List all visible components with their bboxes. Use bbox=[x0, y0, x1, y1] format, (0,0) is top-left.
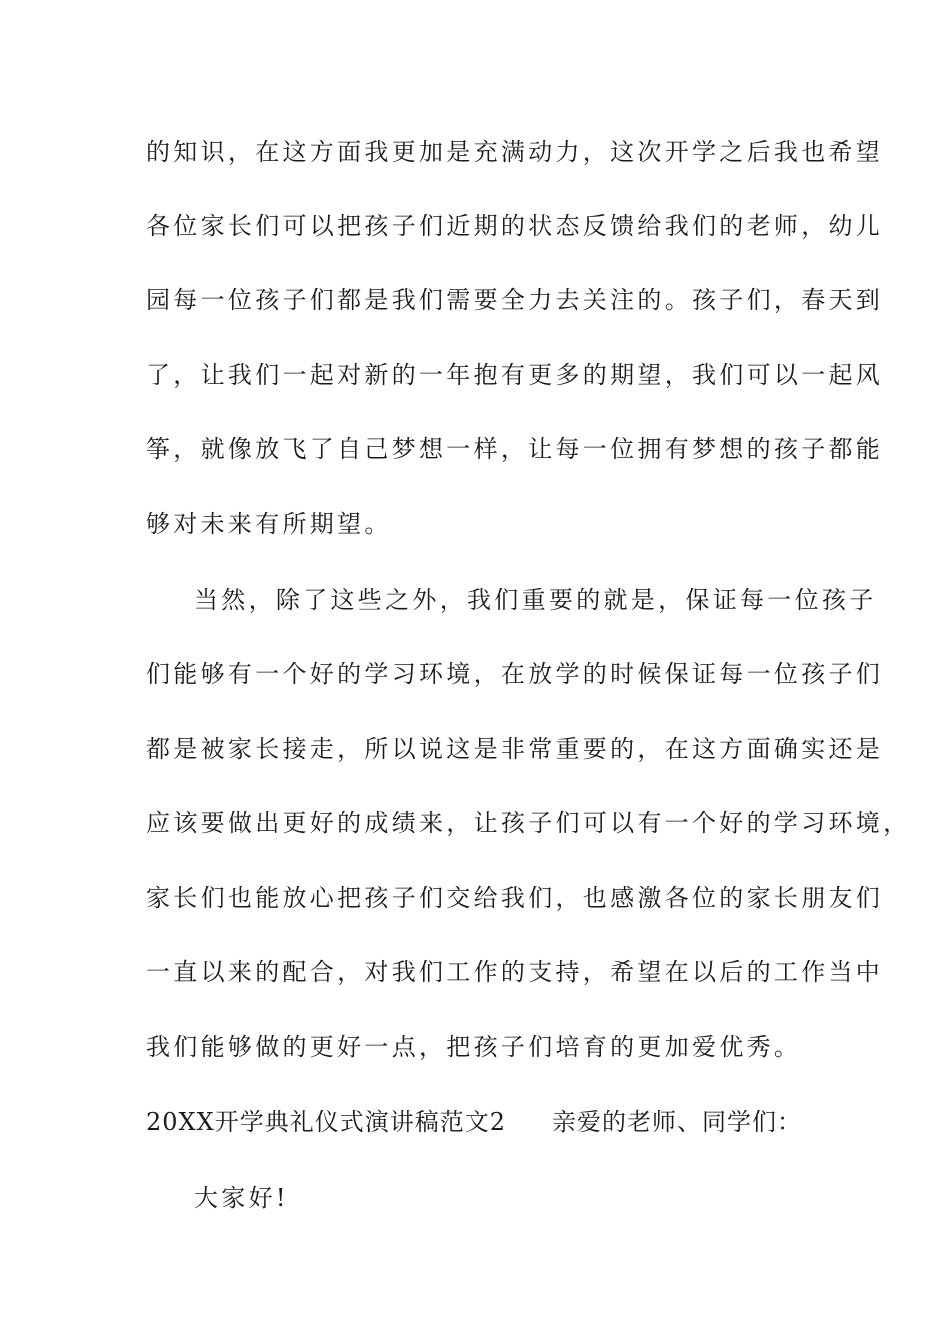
paragraph-line: 够对未来有所期望。 bbox=[146, 510, 392, 538]
paragraph-line: 的知识，在这方面我更加是充满动力，这次开学之后我也希望 bbox=[146, 138, 884, 166]
salutation: 亲爱的老师、同学们： bbox=[551, 1108, 802, 1136]
paragraph-line: 筝，就像放飞了自己梦想一样，让每一位拥有梦想的孩子都能 bbox=[146, 435, 884, 463]
greeting: 大家好! bbox=[194, 1184, 289, 1212]
paragraph-line: 各位家长们可以把孩子们近期的状态反馈给我们的老师，幼儿 bbox=[146, 212, 884, 240]
speech-title: 20XX开学典礼仪式演讲稿范文2 bbox=[146, 1108, 506, 1136]
paragraph-line: 园每一位孩子们都是我们需要全力去关注的。孩子们，春天到 bbox=[146, 286, 884, 314]
paragraph-line: 都是被家长接走，所以说这是非常重要的，在这方面确实还是 bbox=[146, 735, 884, 763]
paragraph-line: 我们能够做的更好一点，把孩子们培育的更加爱优秀。 bbox=[146, 1033, 802, 1061]
paragraph-line: 应该要做出更好的成绩来，让孩子们可以有一个好的学习环境， bbox=[146, 809, 911, 837]
paragraph-line: 家长们也能放心把孩子们交给我们，也感激各位的家长朋友们 bbox=[146, 884, 884, 912]
paragraph-line: 了，让我们一起对新的一年抱有更多的期望，我们可以一起风 bbox=[146, 361, 884, 389]
paragraph-line: 们能够有一个好的学习环境，在放学的时候保证每一位孩子们 bbox=[146, 660, 884, 688]
heading-line bbox=[146, 1107, 836, 1137]
paragraph-line: 一直以来的配合，对我们工作的支持，希望在以后的工作当中 bbox=[146, 958, 884, 986]
paragraph-line: 当然，除了这些之外，我们重要的就是，保证每一位孩子 bbox=[194, 586, 877, 614]
